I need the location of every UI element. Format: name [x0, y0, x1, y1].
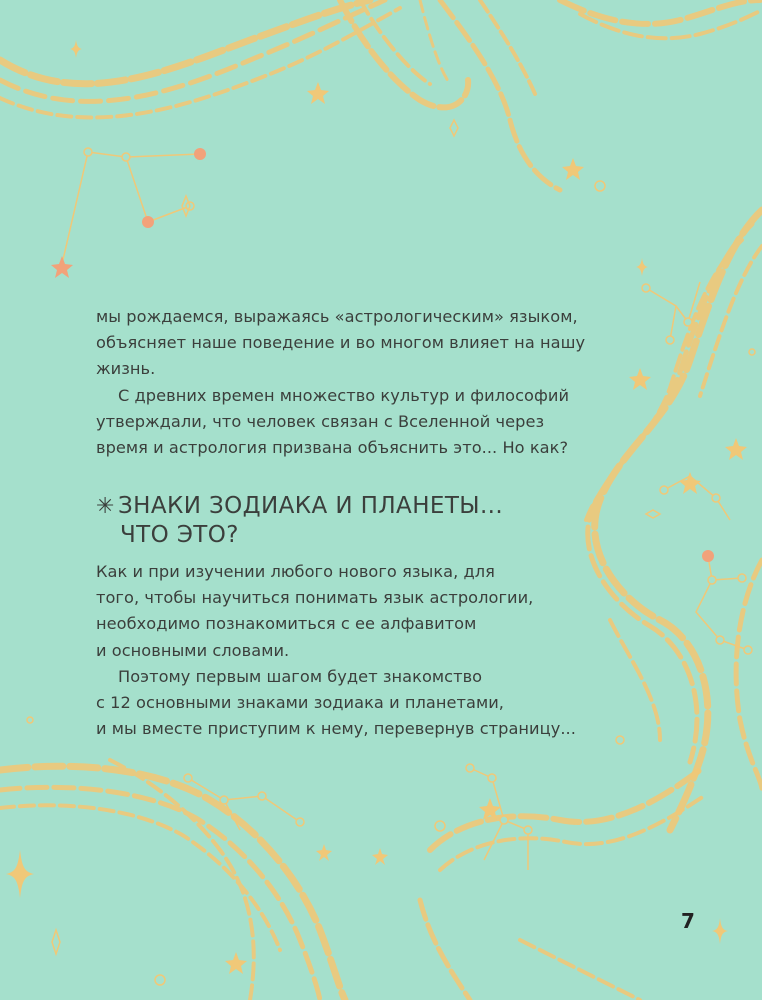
heading-line-2: ЧТО ЭТО? [120, 522, 239, 548]
page-number: 7 [681, 909, 695, 933]
intro-line-1: мы рождаемся, выражаясь «астрологическим» языком, [96, 307, 578, 326]
body-line-4: и основными словами. [96, 640, 290, 660]
body-line-5: Поэтому первым шагом будет знакомство [118, 666, 483, 686]
intro-line-6: время и астрология призвана объяснить это... Но как? [96, 438, 569, 458]
intro-line-5: утверждали, что человек связан с Вселенной через [96, 411, 545, 431]
intro-line-3: жизнь. [96, 359, 156, 379]
body-line-1: Как и при изучении любого нового языка, для [96, 562, 495, 581]
asterisk-star-icon: ✳ [96, 494, 115, 519]
body-line-7: и мы вместе приступим к нему, перевернув страницу... [96, 719, 576, 739]
intro-line-4: С древних времен множество культур и философий [118, 385, 570, 405]
intro-line-2: объясняет наше поведение и во многом влияет на нашу [96, 333, 586, 353]
intro-paragraph [96, 304, 596, 461]
body-paragraph [96, 559, 596, 742]
body-line-6: с 12 основными знаками зодиака и планетами, [96, 693, 504, 713]
body-line-2: того, чтобы научиться понимать язык астрологии, [96, 588, 534, 608]
heading-line-1: ЗНАКИ ЗОДИАКА И ПЛАНЕТЫ... [118, 493, 504, 519]
body-line-3: необходимо познакомиться с ее алфавитом [96, 614, 477, 634]
section-heading [96, 492, 503, 550]
